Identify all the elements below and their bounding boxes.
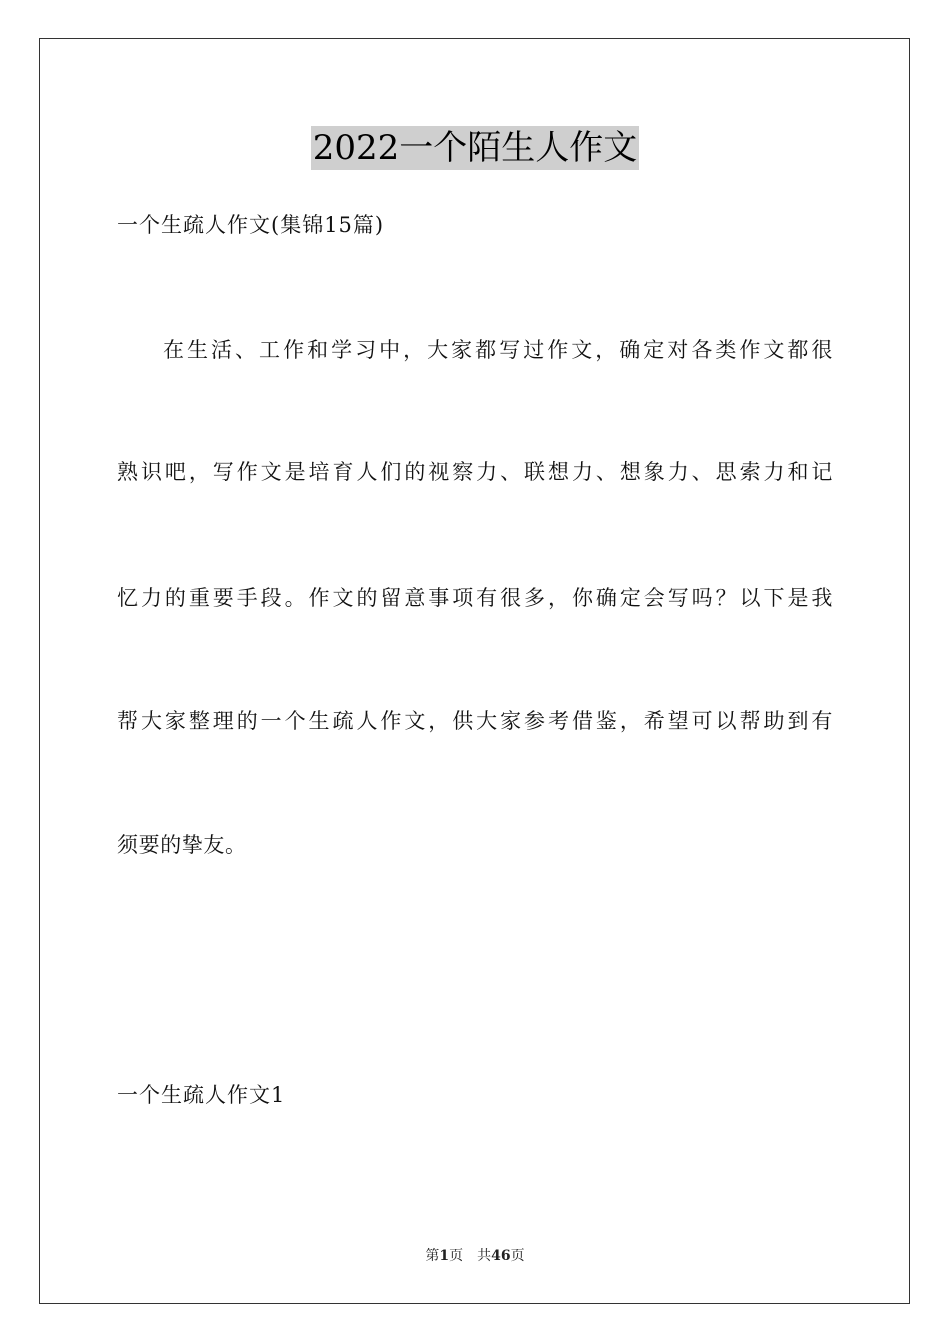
intro-line-1: 在生活、工作和学习中，大家都写过作文，确定对各类作文都很 <box>163 338 833 362</box>
footer-total-prefix: 共 <box>477 1248 492 1264</box>
intro-line-4: 帮大家整理的一个生疏人作文，供大家参考借鉴，希望可以帮助到有 <box>117 709 833 733</box>
intro-line-5: 须要的挚友。 <box>117 833 247 857</box>
page-footer <box>0 1246 950 1266</box>
footer-page-prefix: 第 <box>425 1248 440 1264</box>
intro-line-3: 忆力的重要手段。作文的留意事项有很多，你确定会写吗？以下是我 <box>117 586 833 610</box>
footer-page-suffix: 页 <box>449 1248 464 1264</box>
intro-line-2: 熟识吧，写作文是培育人们的视察力、联想力、想象力、思索力和记 <box>117 460 833 484</box>
footer-page-current: 1 <box>439 1248 450 1264</box>
section-heading: 一个生疏人作文1 <box>117 1083 286 1107</box>
footer-total-suffix: 页 <box>510 1248 525 1264</box>
document-subtitle: 一个生疏人作文(集锦15篇) <box>117 213 385 237</box>
document-title: 2022一个陌生人作文 <box>312 128 638 168</box>
footer-page-total: 46 <box>491 1248 511 1264</box>
title-container <box>0 126 950 170</box>
